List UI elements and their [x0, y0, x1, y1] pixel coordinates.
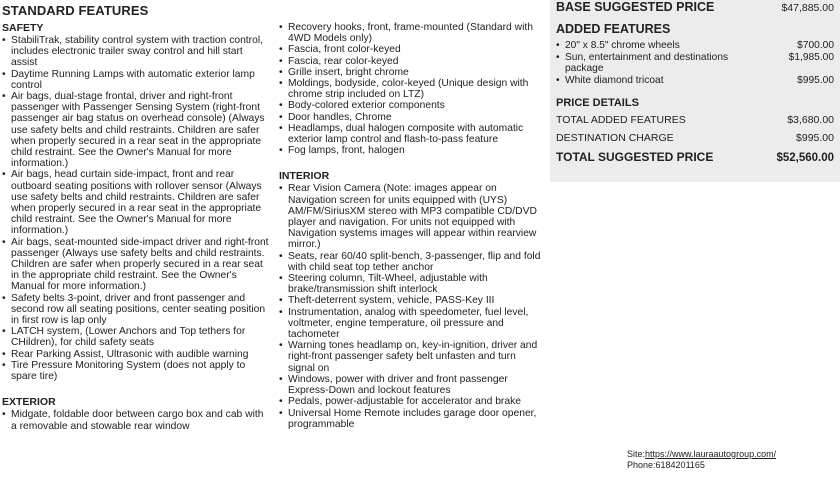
- total-price-label: TOTAL SUGGESTED PRICE: [556, 150, 714, 164]
- destination-label: DESTINATION CHARGE: [556, 132, 674, 144]
- phone-line: [627, 460, 776, 471]
- feature-item: • Universal Home Remote includes garage door opener, programmable: [279, 408, 543, 430]
- feature-item: • Instrumentation, analog with speedometer, fuel level, voltmeter, engine temperature, oil pressure and tachometer: [279, 307, 543, 341]
- added-feature-name: • White diamond tricoat: [556, 75, 736, 86]
- base-price-value: $47,885.00: [781, 2, 834, 14]
- site-link[interactable]: https://www.lauraautogroup.com/: [645, 449, 777, 459]
- feature-item: • Midgate, foldable door between cargo box and cab with a removable and stowable rear window: [2, 409, 270, 431]
- site-line: [627, 449, 776, 460]
- interior-list: [279, 183, 543, 429]
- added-features-heading: ADDED FEATURES: [556, 22, 671, 36]
- feature-item: • Daytime Running Lamps with automatic exterior lamp control: [2, 69, 270, 91]
- total-added-value: $3,680.00: [787, 114, 834, 126]
- added-feature-price: $700.00: [797, 40, 834, 51]
- price-details-heading-row: [556, 97, 834, 109]
- exterior-list: [2, 409, 270, 431]
- feature-item: • Air bags, seat-mounted side-impact driver and right-front passenger (Always use safety belts and child restraints. Children are safer when properly secured in a rear seat in the appropriate child restraint. See the Owner's Manual for more information.): [2, 237, 270, 293]
- left-column: [2, 22, 270, 432]
- total-price-row: [556, 150, 834, 164]
- total-price-value: $52,560.00: [776, 152, 834, 164]
- feature-item: • Rear Parking Assist, Ultrasonic with audible warning: [2, 349, 270, 360]
- dealer-contact: [627, 449, 776, 470]
- exterior-heading: EXTERIOR: [2, 396, 56, 409]
- site-label: Site:: [627, 449, 646, 459]
- feature-item: • Seats, rear 60/40 split-bench, 3-passenger, flip and fold with child seat top tether anchor: [279, 251, 543, 273]
- feature-item: • Safety belts 3-point, driver and front passenger and second row all seating positions, center seating position in first row is lap only: [2, 293, 270, 327]
- feature-item: • StabiliTrak, stability control system with traction control, includes electronic trailer sway control and hill start assist: [2, 35, 270, 69]
- feature-item: • Windows, power with driver and front passenger Express-Down and lockout features: [279, 374, 543, 396]
- feature-item: • Pedals, power-adjustable for accelerator and brake: [279, 396, 543, 407]
- feature-item: • Fascia, rear color-keyed: [279, 56, 543, 67]
- feature-item: • Steering column, Tilt-Wheel, adjustable with brake/transmission shift interlock: [279, 273, 543, 295]
- page-title: STANDARD FEATURES: [2, 3, 149, 18]
- added-feature-item: [556, 75, 834, 86]
- destination-row: [556, 132, 834, 144]
- phone-value: 6184201165: [655, 459, 705, 470]
- feature-item: • Recovery hooks, front, frame-mounted (Standard with 4WD Models only): [279, 22, 543, 44]
- safety-list: [2, 35, 270, 382]
- added-feature-price: $995.00: [797, 75, 834, 86]
- price-details-heading: PRICE DETAILS: [556, 97, 639, 109]
- feature-item: • Tire Pressure Monitoring System (does not apply to spare tire): [2, 360, 270, 382]
- feature-item: • Rear Vision Camera (Note: images appear on Navigation screen for units equipped with (UYS) AM/FM/SiriusXM stereo with MP3 compatible CD/DVD player and navigation. For units not equipped with Navigation systems images will appear within rearview mirror.): [279, 183, 543, 250]
- added-feature-price: $1,985.00: [788, 52, 834, 63]
- feature-item: • Grille insert, bright chrome: [279, 67, 543, 78]
- feature-item: • Fog lamps, front, halogen: [279, 145, 543, 156]
- feature-item: • Theft-deterrent system, vehicle, PASS-Key III: [279, 295, 543, 306]
- destination-value: $995.00: [796, 132, 834, 144]
- added-features-heading-row: [556, 22, 834, 36]
- added-feature-item: [556, 40, 834, 51]
- total-added-label: TOTAL ADDED FEATURES: [556, 114, 686, 126]
- exterior-list-continued: [279, 22, 543, 156]
- feature-item: • Air bags, dual-stage frontal, driver and right-front passenger with Passenger Sensing System (right-front passenger air bag status on overhead console) (Always use safety belts and child restraints. Children are safer when properly secured in a rear seat in the appropriate child restraint. See the Owner's Manual for more information.): [2, 91, 270, 169]
- pricing-panel: [550, 0, 840, 182]
- feature-item: • Moldings, bodyside, color-keyed (Unique design with chrome strip included on LTZ): [279, 78, 543, 100]
- feature-item: • Warning tones headlamp on, key-in-ignition, driver and right-front passenger safety belt unfasten and turn signal on: [279, 340, 543, 374]
- phone-label: Phone:: [627, 459, 656, 470]
- total-added-row: [556, 114, 834, 126]
- feature-item: • Headlamps, dual halogen composite with automatic exterior lamp control and flash-to-pass feature: [279, 123, 543, 145]
- feature-item: • Body-colored exterior components: [279, 100, 543, 111]
- safety-heading: SAFETY: [2, 22, 44, 34]
- added-feature-name: • Sun, entertainment and destinations package: [556, 52, 736, 74]
- interior-heading: INTERIOR: [279, 170, 330, 183]
- feature-item: • Air bags, head curtain side-impact, front and rear outboard seating positions with rollover sensor (Always use safety belts and child restraints. Children are safer when properly secured in a rear seat in the appropriate child restraint. See the Owner's Manual for more information.): [2, 169, 270, 236]
- feature-item: • Fascia, front color-keyed: [279, 44, 543, 55]
- feature-item: • Door handles, Chrome: [279, 112, 543, 123]
- feature-item: • LATCH system, (Lower Anchors and Top tethers for CHildren), for child safety seats: [2, 326, 270, 348]
- added-feature-item: [556, 52, 834, 74]
- added-feature-name: • 20" x 8.5" chrome wheels: [556, 40, 736, 51]
- middle-column: [279, 22, 543, 430]
- base-price-label: BASE SUGGESTED PRICE: [556, 0, 715, 14]
- base-price-row: [556, 0, 834, 14]
